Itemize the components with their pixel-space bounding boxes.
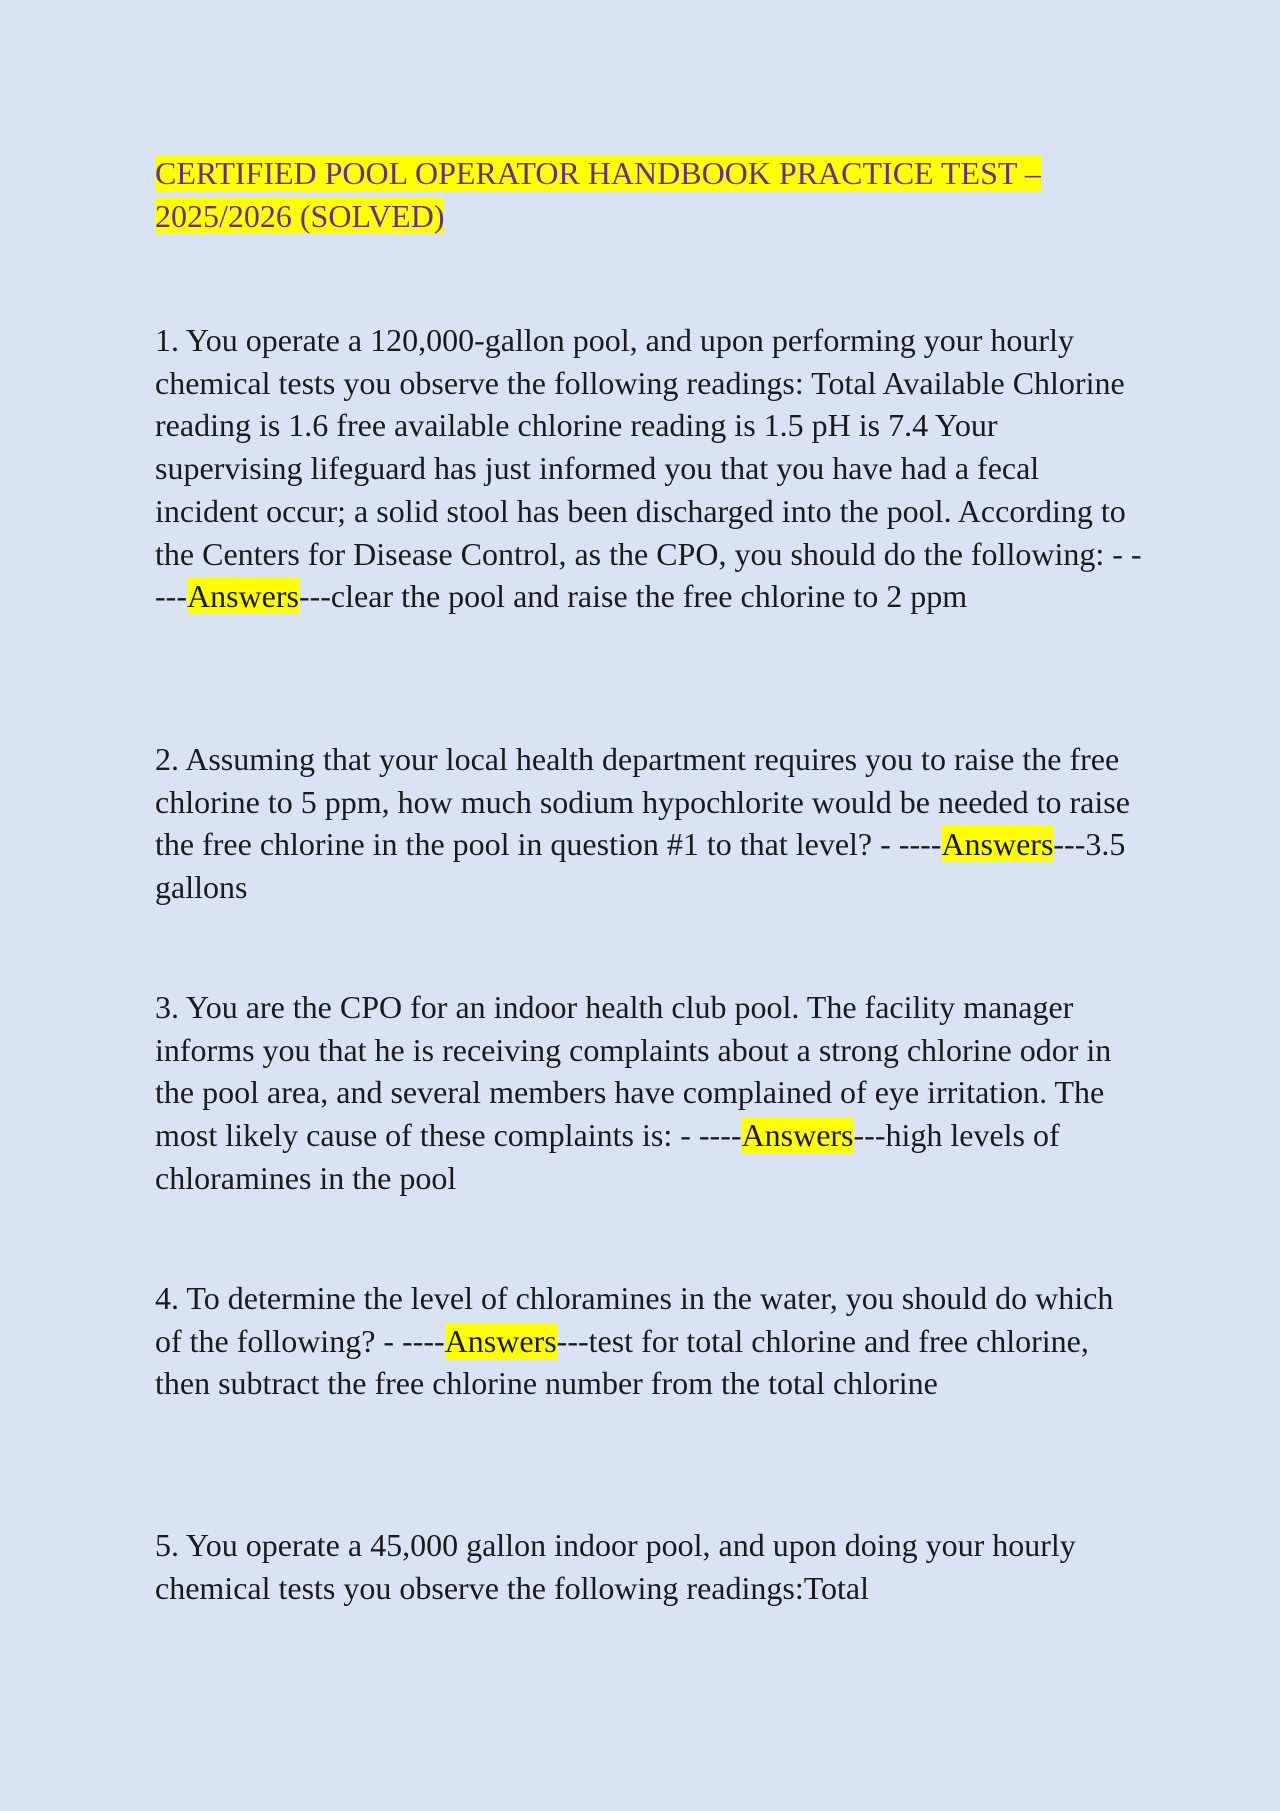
answer-label-2: Answers xyxy=(941,826,1054,863)
answer-2-text: ---3.5 gallons xyxy=(155,826,1126,906)
question-5 xyxy=(155,1524,1145,1609)
title-highlight: CERTIFIED POOL OPERATOR HANDBOOK PRACTICE TEST – 2025/2026 (SOLVED) xyxy=(155,155,1041,234)
question-4-text: 4. To determine the level of chloramines in the water, you should do which of the following? - ---- xyxy=(155,1280,1114,1359)
question-4 xyxy=(155,1277,1145,1405)
answer-3-text: ---high levels of chloramines in the pool xyxy=(155,1117,1060,1196)
question-1 xyxy=(155,319,1145,618)
question-5-text: 5. You operate a 45,000 gallon indoor pool, and upon doing your hourly chemical tests you observe the following readings:Total xyxy=(155,1527,1076,1606)
question-2-text: 2. Assuming that your local health department requires you to raise the free chlorine to 5 ppm, how much sodium hypochlorite would be needed to raise the free chlorine in the pool in question #1 to that level? - ---- xyxy=(155,741,1130,863)
question-3-text: 3. You are the CPO for an indoor health club pool. The facility manager informs you that he is receiving complaints about a strong chlorine odor in the pool area, and several members have complained of eye irritation. The most likely cause of these complaints is: - ---- xyxy=(155,989,1112,1154)
document-title xyxy=(155,152,1145,238)
answer-label-4: Answers xyxy=(444,1322,557,1359)
question-2 xyxy=(155,738,1145,909)
answer-4-text: ---test for total chlorine and free chlorine, then subtract the free chlorine number from the total chlorine xyxy=(155,1322,1089,1402)
answer-1-text: ---clear the pool and raise the free chlorine to 2 ppm xyxy=(298,578,968,615)
answer-label-1: Answers xyxy=(186,578,299,615)
question-1-text: 1. You operate a 120,000-gallon pool, and upon performing your hourly chemical tests you observe the following readings: Total Available Chlorine reading is 1.6 free available chlorine reading is 1.5 pH is 7.4 Your supervising lifeguard has just informed you that you have had a fecal incident occur; a solid stool has been discharged into the pool. According to the Centers for Disease Control, as the CPO, you should do the following: - ---- xyxy=(155,322,1142,615)
answer-label-3: Answers xyxy=(741,1117,854,1154)
question-3 xyxy=(155,986,1145,1200)
